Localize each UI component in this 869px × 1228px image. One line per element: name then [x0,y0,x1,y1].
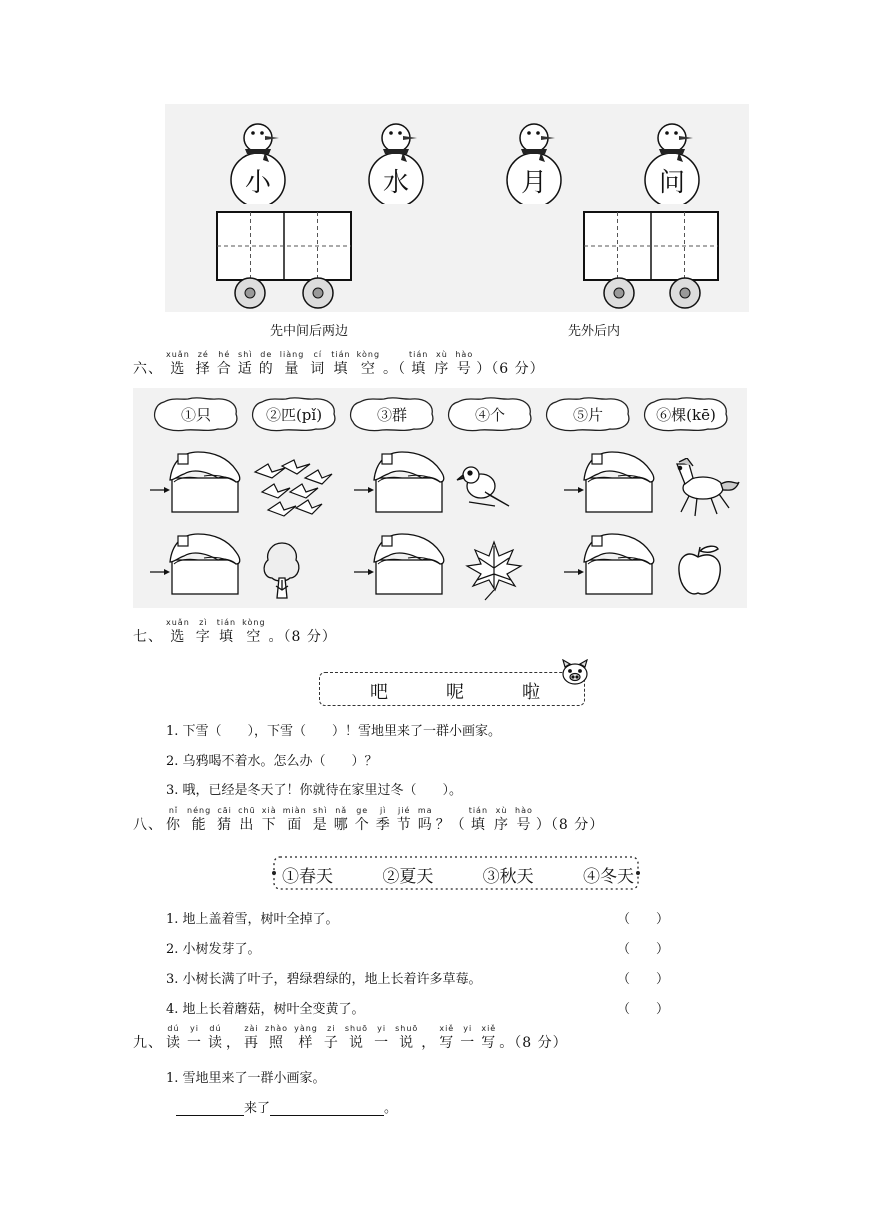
ruby-char [166,806,181,834]
hanzi: 适 [237,361,253,377]
s7-item-1: 1. 下雪（ ），下雪（ ）！雪地里来了一群小画家。 [166,724,502,739]
pinyin: ge [356,806,369,815]
word-ba: 吧 [370,682,388,703]
ruby-char [395,1024,418,1052]
s8-item-1: 1. 地上盖着雪，树叶全掉了。 [166,912,339,927]
hanzi: 一 [187,1035,202,1051]
pinyin: xù [435,350,448,359]
ruby-char [244,1024,259,1052]
section7-title [133,618,337,646]
hanzi: 出 [239,817,255,833]
season-options [282,862,634,887]
hanzi: 猜 [217,817,233,833]
pinyin: xuǎn [166,618,190,627]
pinyin: kòng [356,350,381,359]
measure-word-label: ③群 [376,405,407,424]
pinyin: ma [417,806,433,815]
hanzi: 序 [434,361,450,377]
ruby-char [242,618,265,646]
hanzi: 样 [298,1035,314,1051]
hanzi: 选 [170,361,186,377]
pinyin: néng [187,806,212,815]
house-icon-4 [148,530,244,598]
snowman-char-1: 小 [244,168,271,198]
pinyin: yi [190,1024,199,1033]
house-icon-2 [352,448,448,516]
hanzi: 季 [375,817,391,833]
pinyin: hé [218,350,231,359]
ruby-char [217,350,232,378]
word-choice-row [370,678,540,704]
pinyin: miàn [282,806,307,815]
hanzi: 填 [333,361,349,377]
hanzi: 你 [166,817,181,833]
measure-word-bubble-2 [250,396,338,432]
pinyin: kòng [242,618,266,627]
hanzi: 空 [360,361,376,377]
hanzi: 选 [170,629,186,645]
snowman-2 [363,118,429,204]
pinyin: zì [199,618,208,627]
s9-fill-end: 。 [384,1101,398,1116]
hanzi: 写 [481,1035,497,1051]
ruby-char [434,350,449,378]
pinyin: dú [167,1024,180,1033]
pinyin: liàng [279,350,305,359]
measure-word-bubble-3 [348,396,436,432]
hanzi: 序 [494,817,510,833]
pinyin: shuō [395,1024,419,1033]
ruby-char [166,350,190,378]
ruby-char [166,618,190,646]
hanzi: 读 [208,1035,223,1051]
ruby-char [187,1024,202,1052]
caption-left: 先中间后两边 [270,324,349,339]
hanzi: 填 [470,817,486,833]
ruby-char [355,806,370,834]
ruby-char [331,350,350,378]
pinyin: xiě [439,1024,455,1033]
ruby-char [217,618,236,646]
pinyin: xià [261,806,277,815]
hanzi: 的 [258,361,274,377]
word-la: 啦 [522,682,540,703]
s7-item-2: 2. 乌鸦喝不着水。怎么办（ ）？ [166,754,378,769]
apple-icon [676,543,724,599]
tree-icon [262,540,302,602]
s9-blank-1[interactable] [176,1101,244,1116]
measure-word-label: ⑥棵(kē) [656,405,716,424]
measure-word-label: ②匹(pǐ) [265,405,323,424]
hanzi: 照 [269,1035,285,1051]
ruby-char [494,806,509,834]
hanzi: 下 [261,817,277,833]
hanzi: 词 [310,361,326,377]
ruby-char [409,350,428,378]
hanzi: 再 [244,1035,259,1051]
ruby-char [439,1024,454,1052]
pinyin: cāi [217,806,232,815]
measure-word-label: ④个 [474,405,505,424]
ruby-char [265,1024,288,1052]
pinyin: yi [463,1024,473,1033]
ruby-char [481,1024,496,1052]
ruby-char [187,806,211,834]
train-car-left [210,205,360,315]
pinyin: hào [455,350,474,359]
pinyin: xuǎn [166,350,190,359]
pinyin: zi [327,1024,336,1033]
pinyin: zài [244,1024,259,1033]
ruby-char [238,350,253,378]
section6-number: 六、 [133,361,163,377]
section6-title [133,350,545,378]
ruby-char [374,1024,389,1052]
snowman-char-2: 水 [382,168,409,198]
hanzi: 择 [195,361,211,377]
s9-fill-line [176,1097,397,1116]
pinyin: shì [312,806,328,815]
season-autumn: ③秋天 [482,867,534,887]
ruby-char [345,1024,368,1052]
ruby-char [238,806,256,834]
season-winter: ④冬天 [582,867,634,887]
ruby-char [460,1024,475,1052]
s9-blank-2[interactable] [270,1101,384,1116]
hanzi: 合 [216,361,232,377]
ruby-char [280,350,305,378]
section9-number: 九、 [133,1035,163,1051]
measure-word-label: ⑤片 [572,405,603,424]
section8-title-end: ）（8 分） [535,817,605,833]
hanzi: 填 [218,629,234,645]
hanzi: 号 [516,817,532,833]
measure-word-bubble-5 [544,396,632,432]
hanzi: 说 [399,1035,415,1051]
hanzi: 写 [439,1035,455,1051]
pinyin: tián [216,618,237,627]
pinyin: dú [209,1024,222,1033]
ruby-char [324,1024,339,1052]
ruby-char [455,350,473,378]
hanzi: 一 [374,1035,390,1051]
section7-number: 七、 [133,629,163,645]
pinyin: xiě [481,1024,497,1033]
measure-word-bubble-4 [446,396,534,432]
hanzi: 是 [312,817,328,833]
pig-icon [560,659,590,687]
snowman-char-3: 月 [520,168,547,198]
ruby-char [259,350,274,378]
pinyin: zhào [265,1024,289,1033]
hanzi: 说 [348,1035,364,1051]
train-car-right [577,205,727,315]
house-icon-1 [148,448,244,516]
hanzi: 面 [287,817,303,833]
pinyin: jì [379,806,387,815]
ruby-char [334,806,349,834]
section8-title [133,806,604,834]
pinyin: xù [495,806,508,815]
ruby-char [310,350,325,378]
section9-comma-1: ， [226,1035,241,1051]
pinyin: hào [515,806,533,815]
bird-icon [455,462,513,514]
pinyin: nǎ [335,806,348,815]
section6-title-mid: 。（ [383,361,407,377]
hanzi: 节 [396,817,412,833]
season-summer: ②夏天 [382,867,434,887]
season-spring: ①春天 [282,867,333,887]
snowman-char-4: 问 [658,168,685,198]
pinyin: zé [197,350,209,359]
ruby-char [262,806,277,834]
pinyin: yàng [294,1024,318,1033]
pinyin: cí [313,350,323,359]
hanzi: 一 [460,1035,476,1051]
ruby-char [166,1024,181,1052]
section6-title-end: ）（6 分） [476,361,545,377]
ruby-char [397,806,412,834]
pinyin: tián [409,350,429,359]
measure-word-bubble-6 [642,396,730,432]
ruby-char [294,1024,318,1052]
ruby-char [418,806,433,834]
ruby-char [313,806,328,834]
hanzi: 哪 [333,817,349,833]
house-icon-6 [562,530,658,598]
ruby-char [283,806,307,834]
hanzi: 号 [456,361,472,377]
horse-icon [663,458,743,520]
ruby-char [469,806,488,834]
pinyin: tián [468,806,489,815]
house-icon-5 [352,530,448,598]
hanzi: 量 [284,361,300,377]
pinyin: de [260,350,273,359]
pinyin: jié [398,806,411,815]
s8-answer-2[interactable]: （ ） [617,942,670,957]
s8-answer-4[interactable]: （ ） [617,1002,670,1017]
pinyin: nǐ [168,806,179,815]
hanzi: 吗 [417,817,433,833]
s8-item-4: 4. 地上长着蘑菇，树叶全变黄了。 [166,1002,365,1017]
snowman-4 [639,118,705,204]
hanzi: 填 [411,361,427,377]
s7-item-3: 3. 哦，已经是冬天了！你就待在家里过冬（ ）。 [166,783,463,798]
section9-title-end: 。（8 分） [499,1035,568,1051]
s9-fill-mid: 来了 [244,1101,271,1116]
ruby-char [196,618,211,646]
ruby-char [196,350,211,378]
pinyin: yi [377,1024,387,1033]
ruby-char [515,806,533,834]
word-ne: 呢 [446,682,464,703]
leaf-icon [465,538,523,602]
hanzi: 字 [195,629,211,645]
house-icon-3 [562,448,658,516]
hanzi: 读 [166,1035,181,1051]
caption-right: 先外后内 [568,324,621,339]
hanzi: 个 [354,817,370,833]
section8-number: 八、 [133,817,163,833]
section8-title-mid: ？（ [435,817,466,833]
ruby-char [376,806,391,834]
ruby-char [357,350,380,378]
ruby-char [208,1024,223,1052]
pinyin: shì [238,350,253,359]
birds-icon [250,458,335,520]
section7-title-end: 。（8 分） [268,629,337,645]
s8-item-2: 2. 小树发芽了。 [166,942,261,957]
pinyin: tián [331,350,351,359]
measure-word-label: ①只 [180,405,211,424]
snowman-3 [501,118,567,204]
s9-example: 1. 雪地里来了一群小画家。 [166,1071,326,1086]
section9-title [133,1024,568,1052]
s8-answer-1[interactable]: （ ） [617,912,670,927]
hanzi: 能 [191,817,207,833]
pinyin: shuō [344,1024,369,1033]
s8-item-3: 3. 小树长满了叶子，碧绿碧绿的，地上长着许多草莓。 [166,972,482,987]
s8-answer-3[interactable]: （ ） [617,972,670,987]
hanzi: 子 [323,1035,339,1051]
hanzi: 空 [246,629,262,645]
measure-word-bubble-1 [152,396,240,432]
section9-comma-2: ， [421,1035,437,1051]
ruby-char [217,806,232,834]
snowman-1 [225,118,291,204]
pinyin: chū [238,806,256,815]
